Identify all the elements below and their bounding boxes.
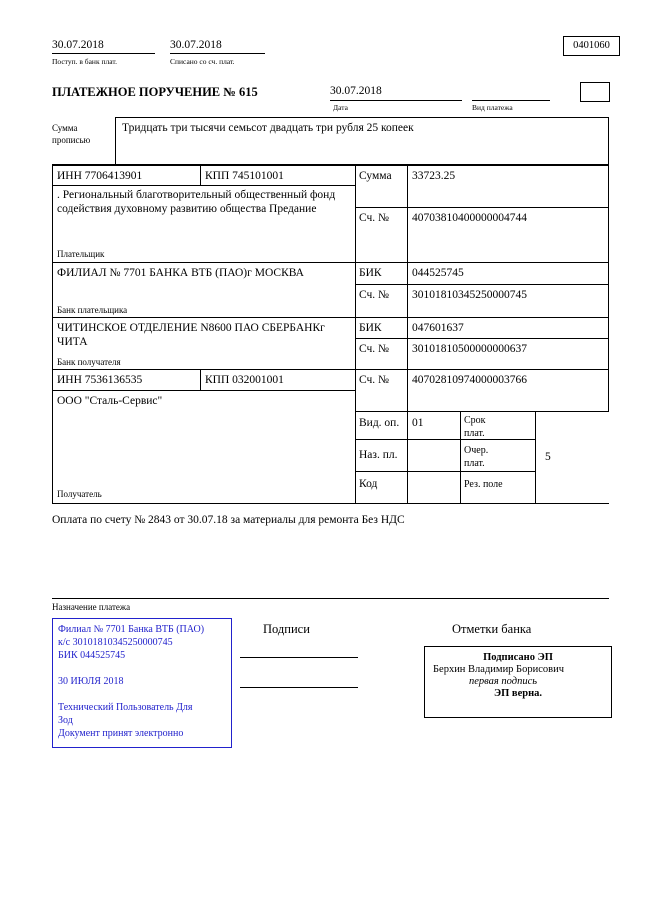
divider (535, 411, 536, 503)
divider (355, 411, 609, 412)
payment-purpose: Оплата по счету № 2843 от 30.07.18 за материалы для ремонта Без НДС (52, 514, 405, 526)
divider (608, 117, 609, 411)
payee-bank-account: 30101810500000000637 (412, 343, 527, 355)
operation-type-label: Вид. оп. (359, 417, 400, 429)
payee-bank-bik: 047601637 (412, 322, 464, 334)
payee-bank-section-label: Банк получателя (57, 357, 121, 367)
bank-stamp-line: Технический Пользователь Для (58, 702, 193, 713)
bank-stamp-box (52, 618, 232, 748)
signature-role: первая подпись (469, 676, 538, 687)
divider (200, 164, 201, 185)
divider (52, 317, 609, 318)
divider (460, 411, 461, 503)
received-date-label: Поступ. в банк плат. (52, 57, 117, 66)
payee-section-label: Получатель (57, 489, 102, 499)
divider (355, 284, 609, 285)
divider (115, 117, 609, 118)
payee-name: ООО "Сталь-Сервис" (57, 395, 163, 407)
divider (52, 369, 609, 370)
divider (52, 185, 355, 186)
payee-inn: ИНН 7536136535 (57, 374, 143, 386)
divider (115, 117, 116, 164)
payer-account-label: Сч. № (359, 212, 390, 224)
payment-type-label: Вид платежа (472, 103, 513, 112)
bank-stamp-line: Документ принят электронно (58, 728, 184, 739)
payer-bank-name: ФИЛИАЛ № 7701 БАНКА ВТБ (ПАО)г МОСКВА (57, 267, 304, 279)
divider (407, 164, 408, 503)
divider (355, 338, 609, 339)
divider (52, 598, 609, 599)
electronic-signature-box (424, 646, 612, 718)
bank-marks-label: Отметки банка (452, 622, 532, 636)
signed-ep-title: Подписано ЭП (483, 652, 553, 663)
payer-bank-account-label: Сч. № (359, 289, 390, 301)
purpose-code-label: Наз. пл. (359, 449, 398, 461)
payer-bank-bik: 044525745 (412, 267, 464, 279)
divider (52, 164, 53, 503)
payee-bank-account-label: Сч. № (359, 343, 390, 355)
payer-name: . Региональный благотворительный общественный фонд содействия духовному развитию общества Предание (57, 189, 336, 215)
divider (52, 164, 609, 166)
divider (355, 207, 609, 208)
divider (355, 164, 356, 503)
reserve-field-label: Рез. поле (464, 479, 503, 490)
payer-section-label: Плательщик (57, 249, 105, 259)
payee-account: 40702810974000003766 (412, 374, 527, 386)
payee-bank-bik-label: БИК (359, 322, 382, 334)
bank-stamp-line (58, 688, 231, 701)
divider (472, 100, 550, 101)
received-date: 30.07.2018 (52, 39, 104, 51)
signature-line (240, 687, 358, 688)
signatures-label: Подписи (263, 622, 310, 636)
debited-date: 30.07.2018 (170, 39, 222, 51)
form-code-box (563, 36, 620, 56)
bank-stamp-line: Филиал № 7701 Банка ВТБ (ПАО) (58, 624, 205, 635)
payment-purpose-label: Назначение платежа (52, 602, 131, 612)
ep-valid-text: ЭП верна. (493, 688, 542, 699)
payer-bank-account: 30101810345250000745 (412, 289, 527, 301)
amount-label: Сумма (359, 170, 392, 182)
debited-date-label: Списано со сч. плат. (170, 57, 235, 66)
payment-type-box (580, 82, 610, 102)
payee-kpp: КПП 032001001 (205, 374, 284, 386)
amount-in-words-label: Сумма прописью (52, 123, 91, 145)
priority-value: 5 (545, 451, 551, 463)
divider (52, 390, 355, 391)
payee-account-label: Сч. № (359, 374, 390, 386)
bank-stamp-line: 30 ИЮЛЯ 2018 (58, 676, 124, 687)
date-label: Дата (333, 103, 348, 112)
divider (330, 100, 462, 101)
document-title: ПЛАТЕЖНОЕ ПОРУЧЕНИЕ № 615 (52, 85, 258, 99)
payee-bank-name: ЧИТИНСКОЕ ОТДЕЛЕНИЕ N8600 ПАО СБЕРБАНКг ЧИТА (57, 322, 325, 348)
divider (52, 53, 155, 54)
payer-kpp: КПП 745101001 (205, 170, 284, 182)
bank-stamp-line: Зод (58, 715, 73, 726)
payer-account: 40703810400000004744 (412, 212, 527, 224)
divider (170, 53, 265, 54)
operation-type-value: 01 (412, 417, 424, 429)
signature-line (240, 657, 358, 658)
divider (52, 262, 609, 263)
amount-in-words: Тридцать три тысячи семьсот двадцать три рубля 25 копеек (122, 122, 414, 134)
payer-bank-bik-label: БИК (359, 267, 382, 279)
payment-term-label: Срок плат. (464, 415, 486, 439)
bank-stamp-line: БИК 044525745 (58, 650, 126, 661)
bank-stamp-line: к/с 30101810345250000745 (58, 637, 173, 648)
amount-value: 33723.25 (412, 170, 456, 182)
bank-stamp-line (58, 662, 231, 675)
code-label: Код (359, 478, 378, 490)
form-code: 0401060 (573, 40, 610, 51)
divider (52, 503, 609, 504)
divider (355, 439, 535, 440)
divider (200, 369, 201, 390)
document-date: 30.07.2018 (330, 85, 382, 97)
payer-inn: ИНН 7706413901 (57, 170, 143, 182)
payer-bank-section-label: Банк плательщика (57, 305, 128, 315)
divider (355, 471, 535, 472)
signer-name: Берхин Владимир Борисович (433, 664, 564, 675)
priority-label: Очер. плат. (464, 445, 489, 469)
